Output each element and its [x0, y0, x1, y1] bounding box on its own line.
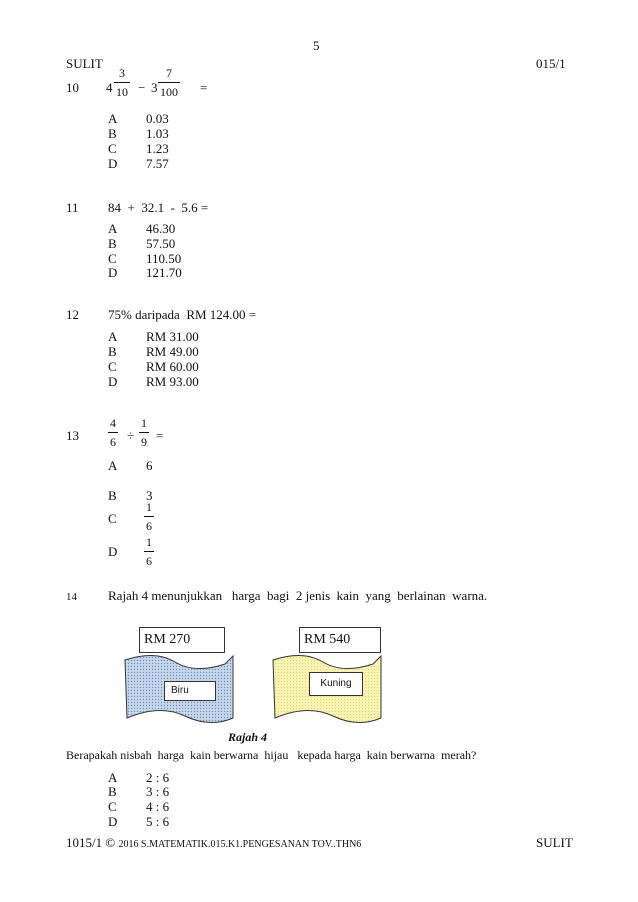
question-text: Berapakah nisbah harga kain berwarna hijau kepada harga kain berwarna merah?: [66, 748, 477, 762]
denominator: 100: [160, 85, 178, 99]
option-d-value: 7.57: [146, 156, 169, 171]
fraction-bar: [108, 432, 118, 433]
option-a-label: A: [108, 329, 118, 344]
question-expression: 84 + 32.1 - 5.6 =: [108, 200, 209, 215]
option-c-label: C: [108, 359, 117, 374]
divide-sign: ÷: [127, 428, 135, 443]
option-c-value: 4 : 6: [146, 799, 170, 814]
option-c-value: 1.23: [146, 141, 169, 156]
fraction-bar: [144, 516, 154, 517]
footer-sulit: SULIT: [536, 835, 573, 850]
header-sulit: SULIT: [66, 56, 103, 71]
fraction-bar: [158, 82, 180, 83]
equals-sign: =: [200, 80, 208, 95]
price-box-kuning: RM 540: [299, 627, 381, 653]
equals-sign: =: [156, 428, 164, 443]
option-a-value: RM 31.00: [146, 329, 199, 344]
footer-left: [66, 835, 361, 851]
price-box-biru: RM 270: [139, 627, 225, 653]
option-b-value: 1.03: [146, 126, 169, 141]
option-c-label: C: [108, 511, 117, 526]
numerator: 4: [110, 416, 116, 430]
option-b-value: 57.50: [146, 236, 176, 251]
option-a-label: A: [108, 221, 118, 236]
question-number: 10: [66, 80, 79, 95]
fraction-bar: [144, 551, 154, 552]
question-number: 11: [66, 200, 79, 215]
option-c-fraction: [144, 500, 154, 533]
option-d-label: D: [108, 156, 118, 171]
fraction: [139, 416, 149, 449]
label-biru: Biru: [164, 681, 216, 701]
copyright-symbol: ©: [105, 835, 116, 850]
option-c-label: C: [108, 251, 117, 266]
option-d-value: 121.70: [146, 265, 182, 280]
fraction: [108, 416, 118, 449]
minus-sign: −: [138, 80, 146, 95]
option-a-value: 6: [146, 458, 153, 473]
option-d-label: D: [108, 374, 118, 389]
page-number: 5: [313, 38, 320, 53]
numerator: 7: [166, 66, 172, 80]
question-stem: Rajah 4 menunjukkan harga bagi 2 jenis kain yang berlainan warna.: [108, 588, 488, 603]
label-kuning: Kuning: [309, 672, 363, 696]
option-d-value: 5 : 6: [146, 814, 170, 829]
option-c-value: RM 60.00: [146, 359, 199, 374]
question-expression: 75% daripada RM 124.00 =: [108, 307, 257, 322]
option-c-value: 110.50: [146, 251, 182, 266]
denominator: 9: [141, 435, 147, 449]
fraction: [158, 66, 180, 99]
numerator: 1: [146, 500, 152, 514]
mixed-whole: 4: [106, 80, 113, 95]
option-d-label: D: [108, 814, 118, 829]
footer-code: 1015/1: [66, 835, 103, 850]
denominator: 6: [110, 435, 116, 449]
option-c-label: C: [108, 799, 117, 814]
question-number: 13: [66, 428, 79, 443]
option-a-value: 0.03: [146, 111, 169, 126]
option-b-value: RM 49.00: [146, 344, 199, 359]
option-a-label: A: [108, 458, 118, 473]
option-b-label: B: [108, 784, 117, 799]
numerator: 1: [141, 416, 147, 430]
denominator: 6: [146, 519, 152, 533]
option-a-label: A: [108, 770, 118, 785]
option-b-label: B: [108, 344, 117, 359]
option-b-label: B: [108, 488, 117, 503]
option-b-value: 3 : 6: [146, 784, 170, 799]
option-b-label: B: [108, 236, 117, 251]
option-a-value: 2 : 6: [146, 770, 170, 785]
option-b-value: 3: [146, 488, 153, 503]
denominator: 10: [116, 85, 128, 99]
numerator: 1: [146, 535, 152, 549]
option-a-label: A: [108, 111, 118, 126]
mixed-whole: 3: [151, 80, 158, 95]
question-number: 12: [66, 307, 79, 322]
figure-caption: Rajah 4: [228, 730, 268, 744]
option-d-fraction: [144, 535, 154, 568]
header-code: 015/1: [536, 56, 566, 71]
fraction: [114, 66, 130, 99]
option-d-label: D: [108, 265, 118, 280]
option-d-label: D: [108, 544, 118, 559]
denominator: 6: [146, 554, 152, 568]
option-d-value: RM 93.00: [146, 374, 199, 389]
footer-text: 2016 S.MATEMATIK.015.K1.PENGESANAN TOV..THN6: [118, 839, 362, 850]
fraction-bar: [114, 82, 130, 83]
question-number: 14: [66, 591, 77, 603]
numerator: 3: [119, 66, 125, 80]
option-a-value: 46.30: [146, 221, 176, 236]
fraction-bar: [139, 432, 149, 433]
option-c-label: C: [108, 141, 117, 156]
option-b-label: B: [108, 126, 117, 141]
